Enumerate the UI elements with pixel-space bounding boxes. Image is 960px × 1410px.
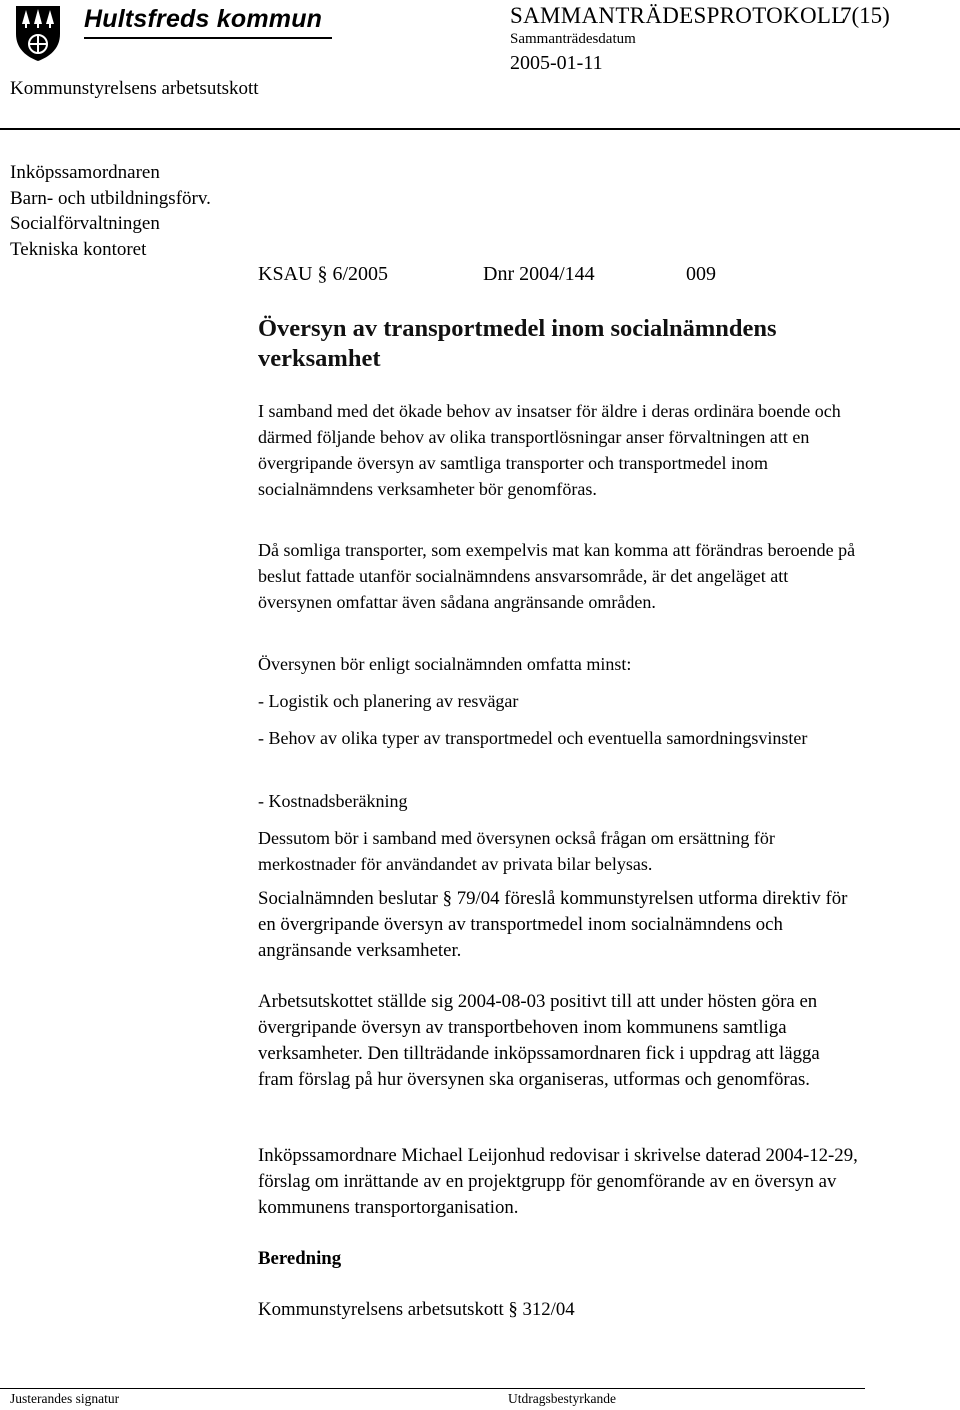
header-divider: [0, 128, 960, 130]
meeting-date-label: Sammanträdesdatum: [510, 31, 636, 47]
paragraph-4: Dessutom bör i samband med översynen också frågan om ersättning för merkostnader för användandet av privata bilar belysas.: [258, 828, 775, 874]
municipality-crest-icon: [14, 4, 62, 62]
municipality-name: Hultsfreds kommun: [84, 5, 323, 33]
meeting-date: 2005-01-11: [510, 52, 603, 74]
distribution-item: Tekniska kontoret: [10, 238, 147, 260]
list-item: - Logistik och planering av resvägar: [258, 691, 519, 711]
distribution-list: [10, 160, 211, 262]
paragraph-2: Då somliga transporter, som exempelvis mat kan komma att förändras beroende på beslut fattade utanför socialnämndens ansvarsområde, är det angeläget att översynen omfattar även sådana angränsande områden.: [258, 540, 856, 612]
distribution-item: Inköpssamordnaren: [10, 162, 160, 183]
distribution-item: Barn- och utbildningsförv.: [10, 187, 211, 209]
reference-line: Kommunstyrelsens arbetsutskott § 312/04: [258, 1299, 575, 1320]
footer-divider: [0, 1388, 865, 1389]
signature-label: Justerandes signatur: [10, 1391, 120, 1406]
case-title: Översyn av transportmedel inom socialnämndens verksamhet: [258, 315, 777, 372]
distribution-item: Socialförvaltningen: [10, 213, 160, 234]
list-item: - Kostnadsberäkning: [258, 791, 408, 811]
paragraph-1: I samband med det ökade behov av insatser för äldre i deras ordinära boende och därmed följande behov av olika transportlösningar anser förvaltningen att en övergripande översyn av samtliga transporter och transportmedel inom socialnämndens verksamheter bör genomföras.: [258, 401, 841, 499]
page-number: 7(15): [840, 3, 890, 28]
logo-underline: [84, 37, 332, 39]
paragraph-6: Arbetsutskottet ställde sig 2004-08-03 positivt till att under hösten göra en övergripande översyn av transportbehoven inom kommunens samtliga verksamheter. Den tillträdande inköpssamordnaren fick i uppdrag att lägga fram förslag på hur översynen ska organiseras, utformas och genomföras.: [258, 991, 820, 1090]
extract-label: Utdragsbestyrkande: [508, 1391, 616, 1406]
committee-name: Kommunstyrelsens arbetsutskott: [10, 78, 259, 99]
case-dnr: Dnr 2004/144: [483, 263, 595, 285]
paragraph-3: Översynen bör enligt socialnämnden omfatta minst:: [258, 654, 632, 674]
case-code: 009: [686, 263, 716, 285]
section-heading: Beredning: [258, 1248, 342, 1269]
paragraph-5: Socialnämnden beslutar § 79/04 föreslå kommunstyrelsen utforma direktiv för en övergripande översyn av transportmedel inom socialnämndens och angränsande verksamheter.: [258, 888, 848, 961]
list-item: - Behov av olika typer av transportmedel och eventuella samordningsvinster: [258, 728, 808, 748]
paragraph-7: Inköpssamordnare Michael Leijonhud redovisar i skrivelse daterad 2004-12-29, förslag om inrättande av en projektgrupp för genomförande av en översyn av kommunens transportorganisation.: [258, 1145, 858, 1218]
case-reference: KSAU § 6/2005: [258, 263, 389, 285]
document-type: SAMMANTRÄDESPROTOKOLL: [510, 3, 846, 28]
